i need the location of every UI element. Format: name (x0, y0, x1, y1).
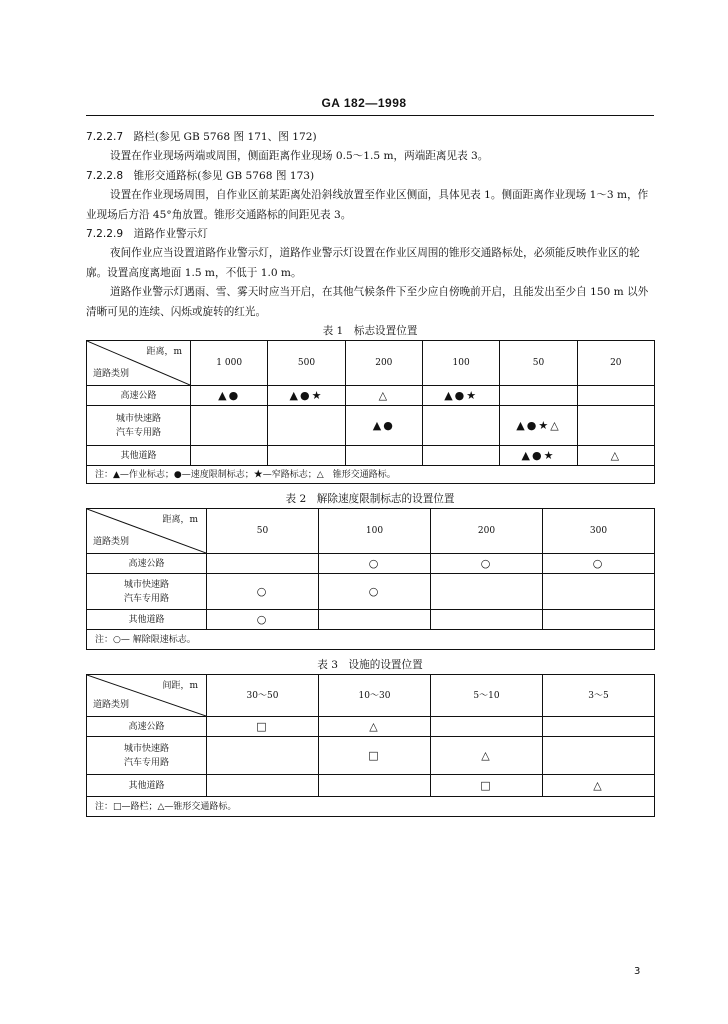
row-category: 其他道路 (87, 446, 191, 466)
symbol-cell (431, 610, 543, 630)
column-header: 500 (268, 341, 345, 386)
symbol-cell: ○ (319, 574, 431, 610)
category-label: 道路类别 (93, 537, 130, 548)
symbol-cell (431, 574, 543, 610)
table-row (87, 775, 655, 797)
row-category: 城市快速路 汽车专用路 (87, 574, 207, 610)
section-number: 7.2.2.7 (86, 131, 124, 143)
table-note: 注：○— 解除限速标志。 (87, 630, 655, 650)
symbol-cell (500, 386, 577, 406)
distance-label: 间距，m (162, 681, 198, 692)
symbol-cell (543, 737, 655, 775)
symbol-cell (319, 775, 431, 797)
sections (86, 128, 654, 322)
table-row (87, 574, 655, 610)
distance-label: 距离，m (146, 347, 182, 358)
symbol-cell: ▲●★ (422, 386, 499, 406)
category-label: 道路类别 (93, 700, 130, 711)
symbol-cell (207, 737, 319, 775)
table2-caption: 表 2 解除速度限制标志的设置位置 (285, 493, 455, 506)
section-title: 路栏(参见 GB 5768 图 171、图 172) (133, 131, 317, 143)
table3-caption: 表 3 设施的设置位置 (317, 659, 423, 672)
page-number: 3 (634, 966, 641, 977)
table-header-corner (87, 675, 207, 717)
column-header: 200 (431, 509, 543, 554)
row-category: 其他道路 (87, 610, 207, 630)
section-number: 7.2.2.8 (86, 169, 124, 182)
symbol-cell (207, 775, 319, 797)
table-row (87, 386, 655, 406)
symbol-cell: △ (543, 775, 655, 797)
section-number: 7.2.2.9 (86, 228, 124, 241)
row-category: 城市快速路 汽车专用路 (87, 737, 207, 775)
column-header: 1 000 (191, 341, 268, 386)
row-category: 其他道路 (87, 775, 207, 797)
symbol-cell: ▲●★△ (500, 406, 577, 446)
section-title: 锥形交通路标(参见 GB 5768 图 173) (133, 169, 315, 182)
symbol-cell: ○ (207, 610, 319, 630)
column-header: 200 (345, 341, 422, 386)
symbol-cell (345, 446, 422, 466)
symbol-cell: △ (577, 446, 654, 466)
column-header: 20 (577, 341, 654, 386)
section-paragraph: 设置在作业现场两端或周围，侧面距离作业现场 0.5～1.5 m，两端距离见表 3。 (110, 150, 489, 163)
section-paragraph: 道路作业警示灯遇雨、雪、雾天时应当开启，在其他气候条件下至少应自傍晚前开启，且能发出至少自 150 m 以外清晰可见的连续、闪烁或旋转的红光。 (86, 286, 649, 318)
table-note: 注：▲—作业标志；●—速度限制标志；★—窄路标志；△ 锥形交通路标。 (87, 466, 655, 484)
distance-label: 距离，m (162, 515, 198, 526)
header-rule (86, 115, 654, 116)
section-paragraph: 设置在作业现场周围，自作业区前某距离处沿斜线放置至作业区侧面，具体见表 1。侧面距离作业现场 1～3 m，作业现场后方沿 45°角放置。锥形交通路标的间距见表 3。 (86, 189, 649, 221)
column-header: 100 (319, 509, 431, 554)
symbol-cell (543, 717, 655, 737)
table-header-corner (87, 341, 191, 386)
symbol-cell (543, 610, 655, 630)
symbol-cell: □ (319, 737, 431, 775)
table-row (87, 446, 655, 466)
table-row (87, 610, 655, 630)
table-row (87, 737, 655, 775)
symbol-cell: △ (319, 717, 431, 737)
symbol-cell: △ (345, 386, 422, 406)
symbol-cell (577, 406, 654, 446)
symbol-cell: ▲● (345, 406, 422, 446)
table-row (87, 406, 655, 446)
symbol-cell: ▲●★ (268, 386, 345, 406)
symbol-cell: ○ (431, 554, 543, 574)
symbol-cell: ○ (543, 554, 655, 574)
symbol-cell: ○ (207, 574, 319, 610)
table1 (86, 340, 655, 484)
section-title: 道路作业警示灯 (133, 228, 208, 241)
symbol-cell (543, 574, 655, 610)
symbol-cell: □ (207, 717, 319, 737)
symbol-cell (422, 446, 499, 466)
symbol-cell (191, 446, 268, 466)
column-header: 5～10 (431, 675, 543, 717)
column-header: 30～50 (207, 675, 319, 717)
row-category: 城市快速路 汽车专用路 (87, 406, 191, 446)
row-category: 高速公路 (87, 554, 207, 574)
section-heading (86, 128, 654, 147)
symbol-cell: ▲●★ (500, 446, 577, 466)
table-header-corner (87, 509, 207, 554)
symbol-cell (207, 554, 319, 574)
symbol-cell: □ (431, 775, 543, 797)
row-category: 高速公路 (87, 386, 191, 406)
page-header: GA 182—1998 (321, 96, 407, 110)
symbol-cell (191, 406, 268, 446)
document-body (86, 128, 654, 817)
table-row (87, 717, 655, 737)
table2 (86, 508, 655, 650)
category-label: 道路类别 (93, 369, 130, 380)
column-header: 50 (207, 509, 319, 554)
column-header: 3～5 (543, 675, 655, 717)
symbol-cell: ○ (319, 554, 431, 574)
table3 (86, 674, 655, 817)
section-heading (86, 225, 654, 244)
table-note: 注：□—路栏；△—锥形交通路标。 (87, 797, 655, 817)
symbol-cell (319, 610, 431, 630)
symbol-cell (422, 406, 499, 446)
symbol-cell (268, 406, 345, 446)
symbol-cell: ▲● (191, 386, 268, 406)
symbol-cell (268, 446, 345, 466)
row-category: 高速公路 (87, 717, 207, 737)
table-row (87, 554, 655, 574)
symbol-cell (577, 386, 654, 406)
section-paragraph: 夜间作业应当设置道路作业警示灯，道路作业警示灯设置在作业区周围的锥形交通路标处，必须能反映作业区的轮廓。设置高度离地面 1.5 m，不低于 1.0 m。 (86, 247, 640, 279)
column-header: 10～30 (319, 675, 431, 717)
symbol-cell (431, 717, 543, 737)
column-header: 50 (500, 341, 577, 386)
column-header: 300 (543, 509, 655, 554)
section-heading (86, 167, 654, 186)
symbol-cell: △ (431, 737, 543, 775)
column-header: 100 (422, 341, 499, 386)
table1-caption: 表 1 标志设置位置 (322, 325, 418, 338)
